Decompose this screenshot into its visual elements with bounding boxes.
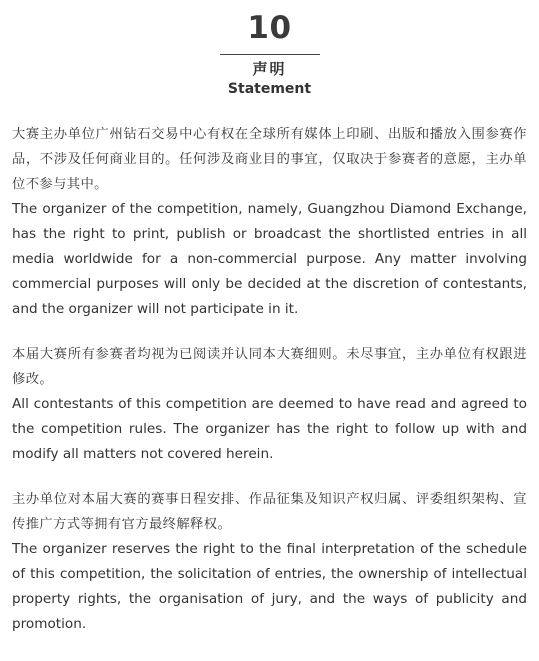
statement-paragraph-3	[12, 487, 527, 637]
paragraph-2-english: All contestants of this competition are deemed to have read and agreed to the competition rules. The organizer has the right to follow up with and modify all matters not covered herein.	[12, 396, 527, 462]
paragraph-3-chinese: 主办单位对本届大赛的赛事日程安排、作品征集及知识产权归属、评委组织架构、宣传推广方式等拥有官方最终解释权。	[12, 492, 527, 532]
section-header	[0, 10, 539, 99]
paragraph-1-english: The organizer of the competition, namely, Guangzhou Diamond Exchange, has the right to print, publish or broadcast the shortlisted entries in all media worldwide for a non-commercial purpose. Any matter involving commercial purposes will only be decided at the discretion of contestants, and the organizer will not participate in it.	[12, 201, 527, 317]
statement-paragraph-1	[12, 122, 527, 322]
section-title-english: Statement	[227, 81, 312, 97]
paragraph-2-chinese: 本届大赛所有参赛者均视为已阅读并认同本大赛细则。未尽事宜，主办单位有权跟进修改。	[12, 347, 527, 387]
paragraph-1-chinese: 大赛主办单位广州钻石交易中心有权在全球所有媒体上印刷、出版和播放入围参赛作品，不涉及任何商业目的。任何涉及商业目的事宜，仅取决于参赛者的意愿，主办单位不参与其中。	[12, 127, 527, 192]
statement-content	[12, 122, 527, 657]
header-divider	[220, 54, 320, 55]
paragraph-3-english: The organizer reserves the right to the final interpretation of the schedule of this competition, the solicitation of entries, the ownership of intellectual property rights, the organisation of jury, and the ways of publicity and promotion.	[12, 541, 527, 632]
section-title-chinese: 声明	[252, 60, 287, 78]
section-number: 10	[247, 10, 292, 46]
statement-paragraph-2	[12, 342, 527, 467]
